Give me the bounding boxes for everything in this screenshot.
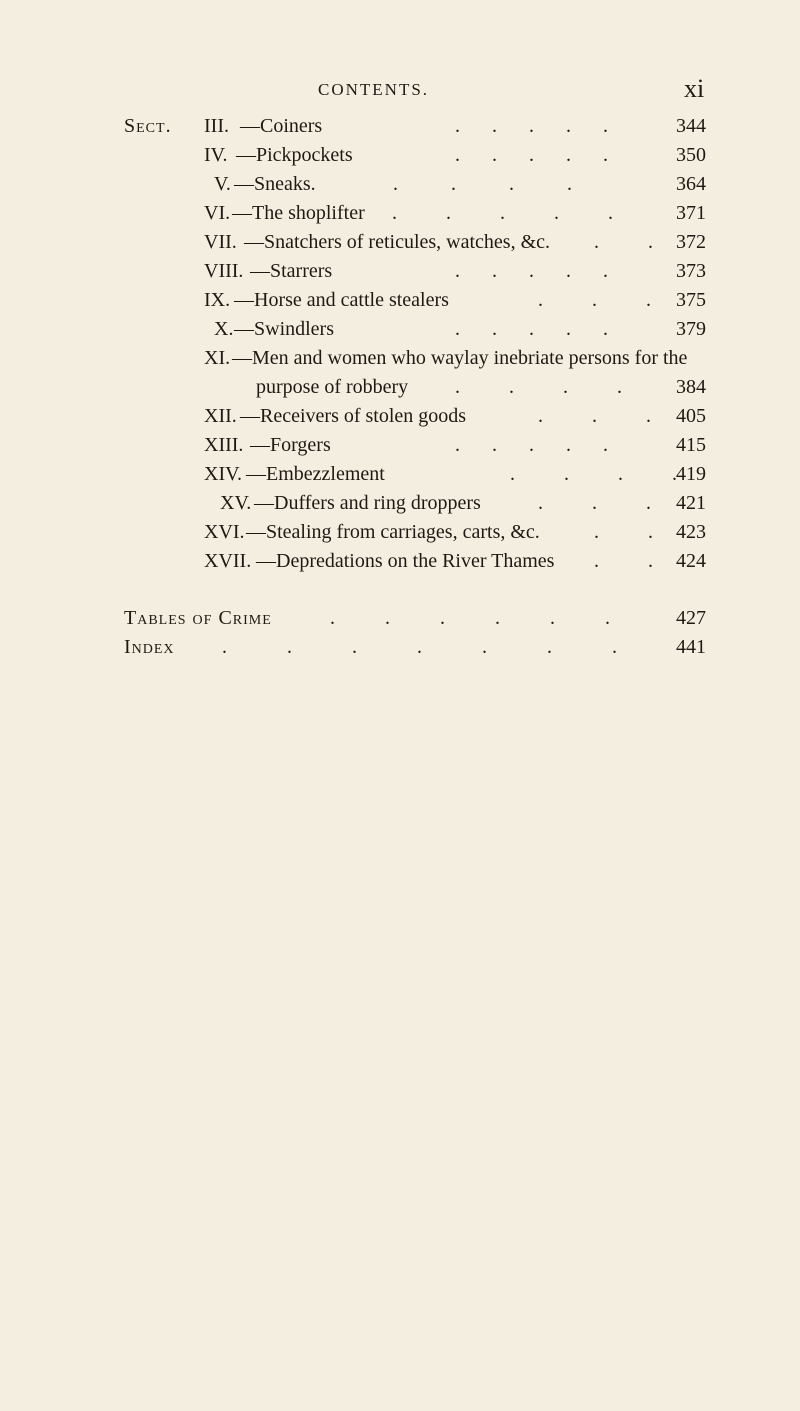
entry-page: 415	[676, 434, 706, 456]
entry-number: XI.	[204, 347, 231, 369]
entry-title: Horse and cattle stealers	[254, 289, 449, 311]
dot-leaders: . . . .	[510, 463, 677, 485]
dot-leaders: . . . . .	[455, 115, 608, 137]
entry-number: XV.	[220, 492, 252, 514]
dot-leaders: . . . . .	[455, 318, 608, 340]
entry-page: 375	[676, 289, 706, 311]
entry-number: XIV.	[204, 463, 242, 485]
entry-number: XVII.	[204, 550, 252, 572]
toc-entry: IX. — Horse and cattle stealers . . . 375	[0, 286, 800, 315]
entry-page: 419	[676, 463, 706, 485]
entry-number: IX.	[204, 289, 231, 311]
entry-number: XVI.	[204, 521, 245, 543]
entry-number: III.	[204, 115, 229, 137]
toc-entry	[0, 373, 800, 402]
toc-entry: XVI. — Stealing from carriages, carts, &c. . . 423	[0, 518, 800, 547]
dot-leaders: . . .	[538, 405, 651, 427]
dot-leaders: . .	[594, 231, 653, 253]
dot-leaders: . . . . . .	[330, 607, 610, 629]
entry-number: XIII.	[204, 434, 244, 456]
entry-title: purpose of robbery	[256, 376, 409, 398]
entry-title: The shoplifter	[252, 202, 365, 224]
entry-title: Receivers of stolen goods	[260, 405, 467, 427]
entry-number: XII.	[204, 405, 237, 427]
toc-entry: VI. — The shoplifter . . . . . 371	[0, 199, 800, 228]
dot-leaders: . . .	[538, 492, 651, 514]
entry-title: Index	[124, 636, 175, 658]
entry-title: Forgers	[270, 434, 331, 456]
entry-page: 373	[676, 260, 706, 282]
entry-page: 424	[676, 550, 706, 572]
entry-title: Snatchers of reticules, watches, &c.	[264, 231, 551, 253]
dot-leaders: . . . . .	[455, 434, 608, 456]
toc-entry: XVII. — Depredations on the River Thames . . 424	[0, 547, 800, 576]
dot-leaders: . .	[594, 521, 653, 543]
entry-number: V.	[214, 173, 231, 195]
entry-number: VI.	[204, 202, 231, 224]
entry-page: 344	[676, 115, 706, 137]
toc-entry: VIII. — Starrers . . . . . 373	[0, 257, 800, 286]
entry-page: 384	[676, 376, 706, 398]
entry-number: VIII.	[204, 260, 244, 282]
dot-leaders: . . . .	[393, 173, 572, 195]
running-head	[0, 74, 800, 104]
table-of-contents	[0, 112, 800, 662]
entry-page: 350	[676, 144, 706, 166]
dot-leaders: . .	[594, 550, 653, 572]
toc-entry: VII. — Snatchers of reticules, watches, &c. . . 372	[0, 228, 800, 257]
entry-page: 364	[676, 173, 706, 195]
toc-entry: XIV. — Embezzlement . . . . 419	[0, 460, 800, 489]
entry-title: Sneaks.	[254, 173, 316, 195]
section-label: Sect.	[124, 115, 172, 137]
entry-title: Starrers	[270, 260, 333, 282]
dot-leaders: . . . . .	[455, 144, 608, 166]
toc-entry: X. — Swindlers . . . . . 379	[0, 315, 800, 344]
entry-title: Men and women who waylay inebriate persons for the	[252, 347, 688, 369]
entry-number: VII.	[204, 231, 237, 253]
entry-page: 423	[676, 521, 706, 543]
toc-entry: IV. — Pickpockets . . . . . 350	[0, 141, 800, 170]
dot-leaders: . . . .	[455, 376, 622, 398]
entry-title: Embezzlement	[266, 463, 385, 485]
toc-back-matter	[0, 633, 800, 662]
entry-title: Duffers and ring droppers	[274, 492, 481, 514]
entry-page: 405	[676, 405, 706, 427]
entry-title: Coiners	[260, 115, 323, 137]
entry-page: 421	[676, 492, 706, 514]
entry-title: Pickpockets	[256, 144, 353, 166]
dot-leaders: . . . . .	[455, 260, 608, 282]
entry-title: Depredations on the River Thames	[276, 550, 555, 572]
toc-entry: XIII. — Forgers . . . . . 415	[0, 431, 800, 460]
dot-leaders: . . . . .	[392, 202, 613, 224]
toc-entry: XI. — Men and women who waylay inebriate persons for the	[0, 344, 800, 373]
toc-entry: V. — Sneaks. . . . . 364	[0, 170, 800, 199]
entry-title: Tables of Crime	[124, 607, 272, 629]
toc-back-matter	[0, 604, 800, 633]
running-title: CONTENTS.	[318, 80, 430, 99]
toc-entry: XV. — Duffers and ring droppers . . . 421	[0, 489, 800, 518]
entry-page: 379	[676, 318, 706, 340]
entry-page: 371	[676, 202, 706, 224]
dot-leaders: . . . . . . .	[222, 636, 617, 658]
page-number: xi	[684, 74, 705, 103]
entry-page: 441	[676, 636, 706, 658]
entry-number: IV.	[204, 144, 228, 166]
dot-leaders: . . .	[538, 289, 651, 311]
toc-entry: Sect. III. — Coiners . . . . . 344	[0, 112, 800, 141]
entry-page: 427	[676, 607, 706, 629]
entry-title: Stealing from carriages, carts, &c.	[266, 521, 540, 543]
entry-page: 372	[676, 231, 706, 253]
entry-title: Swindlers	[254, 318, 334, 340]
toc-entry: XII. — Receivers of stolen goods . . . 405	[0, 402, 800, 431]
entry-number: X.	[214, 318, 234, 340]
